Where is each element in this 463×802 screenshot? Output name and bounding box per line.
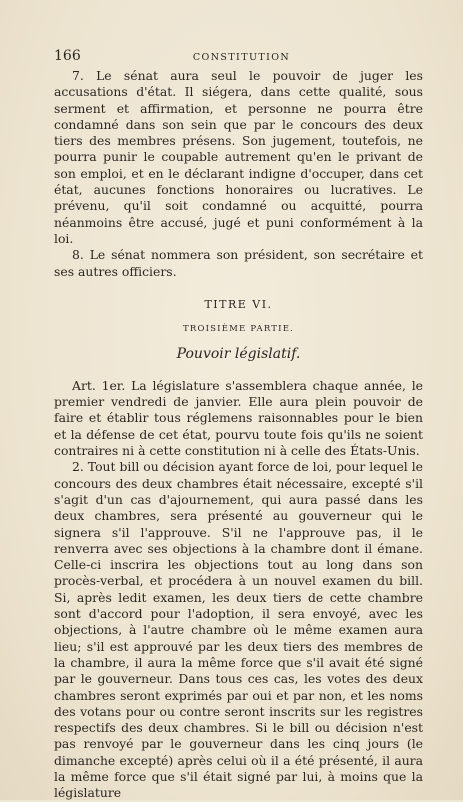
section-title: Pouvoir législatif. (176, 345, 301, 362)
page-number: 166 (54, 48, 81, 64)
partie-heading: TROISIÈME PARTIE. (182, 323, 295, 334)
page-header (54, 48, 423, 64)
paragraph-article-8: 8. Le sénat nommera son président, son secrétaire et ses autres officiers. (54, 247, 423, 279)
paragraph-article-1: Art. 1er. La législature s'assemblera chaque année, le premier vendredi de janvier. Elle aura plein pouvoir de faire et établir tous réglemens raisonnables pour le bien et la défense de cet état, pourvu toute fois qu'ils ne soient contraires ni à cette constitution ni à celle des États-Unis. (54, 377, 423, 459)
running-title: CONSTITUTION (192, 52, 291, 63)
paragraph-article-2: 2. Tout bill ou décision ayant force de loi, pour lequel le concours des deux chambres était nécessaire, excepté s'il s'agit d'un cas d'ajournement, qui aura passé dans les deux chambres, sera présenté au gouverneur qui le signera s'il l'approuve. S'il ne l'approuve pas, il le renverra avec ses objections à la chambre dont il émane. Celle-ci inscrira les objections tout au long dans son procès-verbal, et procédera à un nouvel examen du bill. Si, après ledit examen, les deux tiers de cette chambre sont d'accord pour l'adoption, il sera envoyé, avec les objections, à l'autre chambre où le même examen aura lieu; s'il est approuvé par les deux tiers des membres de la chambre, il aura la même force que s'il avait été signé par le gouverneur. Dans tous ces cas, les votes des deux chambres seront exprimés par oui et par non, et les noms des votans pour ou contre seront inscrits sur les registres respectifs des deux chambres. Si le bill ou décision n'est pas renvoyé par le gouverneur dans les cinq jours (le dimanche excepté) après celui où il a été présenté, il aura la même force que s'il était signé par lui, à moins que la législature (54, 459, 423, 801)
paragraph-article-7: 7. Le sénat aura seul le pouvoir de juger les accusations d'état. Il siégera, dans cette qualité, sous serment et affirmation, et personne ne pourra être condamné dans son sein que par le concours des deux tiers des membres présens. Son jugement, toutefois, ne pourra punir le coupable autrement qu'en le privant de son emploi, et en le déclarant indigne d'occuper, dans cet état, aucunes fonctions honoraires ou lucratives. Le prévenu, qu'il soit condamné ou acquitté, pourra néanmoins être accusé, jugé et puni conformément à la loi. (54, 68, 423, 246)
titre-heading: TITRE VI. (204, 297, 273, 311)
